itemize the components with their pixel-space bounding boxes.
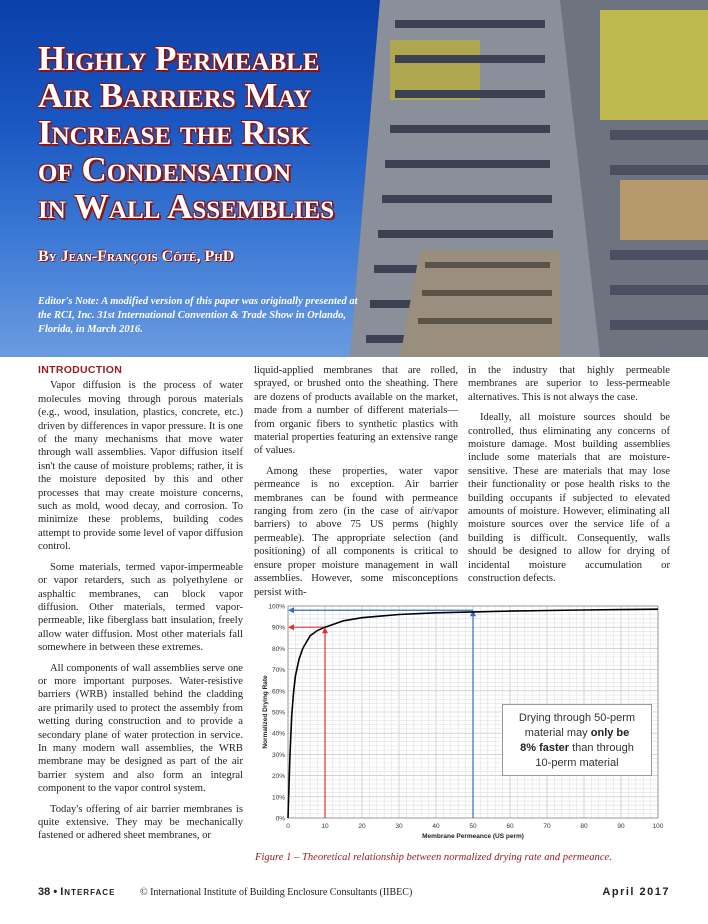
x-tick-label: 80 bbox=[580, 823, 588, 830]
x-axis-label: Membrane Permeance (US perm) bbox=[422, 833, 524, 840]
y-tick-label: 90% bbox=[271, 624, 285, 632]
y-tick-label: 60% bbox=[271, 688, 285, 696]
x-tick-label: 10 bbox=[321, 823, 329, 830]
figure-caption: Figure 1 – Theoretical relationship between normalized drying rate and permeance. bbox=[255, 852, 612, 863]
article-title bbox=[38, 40, 378, 225]
callout-emphasis: only be bbox=[590, 727, 630, 739]
marker-arrowhead bbox=[288, 607, 294, 613]
column-3 bbox=[468, 364, 670, 593]
y-tick-label: 100% bbox=[268, 603, 285, 611]
paragraph: Today's offering of air barrier membranes is quite extensive. They may be mechanically fastened or adhered sheet membranes, or bbox=[38, 803, 243, 842]
callout-text: material may bbox=[524, 727, 591, 739]
x-tick-label: 70 bbox=[543, 823, 551, 830]
issue-date: April 2017 bbox=[602, 886, 670, 898]
magazine-name: Interface bbox=[60, 886, 116, 898]
callout-text: 10-perm material bbox=[535, 757, 619, 769]
x-tick-label: 0 bbox=[286, 823, 290, 830]
callout-text: Drying through 50-perm bbox=[518, 712, 636, 724]
section-heading: INTRODUCTION bbox=[38, 364, 123, 376]
title-line: Increase the Risk bbox=[38, 113, 310, 152]
y-tick-label: 20% bbox=[271, 773, 285, 781]
x-tick-label: 60 bbox=[506, 823, 514, 830]
byline: By Jean-François Côté, PhD bbox=[38, 248, 235, 265]
figure-1-chart bbox=[258, 598, 668, 850]
page-number-block bbox=[38, 886, 115, 898]
y-tick-label: 0% bbox=[275, 815, 285, 823]
paragraph: Vapor diffusion is the process of water molecules moving through porous materials (e.g., wood, insulation, plastics, concrete, etc.) driven by differences in vapor pressure. It is one of the many mechanisms that move water through wall assemblies. Vapor diffusion itself isn't the cause of moisture problems; rather, it is the moisture deposited by this and other processes that may create moisture concerns, such as mold, wood decay, and corrosion. To minimize these problems, building codes attempt to provide some level of vapor diffusion control. bbox=[38, 380, 243, 553]
editor-note: Editor's Note: A modified version of this paper was originally presented at the RCI, Inc. 31st International Convention & Trade Show in Orlando, Florida, in March 2016. bbox=[38, 296, 358, 335]
y-tick-label: 40% bbox=[271, 730, 285, 738]
x-tick-label: 100 bbox=[652, 823, 664, 830]
callout-emphasis: 8% faster bbox=[520, 742, 570, 754]
y-tick-label: 30% bbox=[271, 751, 285, 759]
paragraph: Some materials, termed vapor-impermeable or vapor retarders, such as polyethylene or asphaltic membranes, can block vapor diffusion. Other materials, termed vapor-permeable, like fiberglass batt insulation, freely allow water diffusion. Most other materials fall somewhere in between these extremes. bbox=[38, 561, 243, 654]
y-tick-label: 10% bbox=[271, 794, 285, 802]
y-tick-label: 50% bbox=[271, 709, 285, 717]
x-tick-label: 90 bbox=[617, 823, 625, 830]
x-tick-label: 30 bbox=[395, 823, 403, 830]
title-line: Air Barriers May bbox=[38, 76, 312, 115]
callout-text: than through bbox=[569, 742, 634, 754]
marker-arrowhead bbox=[288, 624, 294, 630]
paragraph: Ideally, all moisture sources should be controlled, thus eliminating any concerns of moisture damage. Most building assemblies include some materials that are moisture-sensitive. These are materials that may lose their functionality or pose health risks to the building occupants if subjected to elevated amounts of moisture. However, eliminating all moisture sources over the service life of a building is difficult. Consequently, walls should be designed to allow for drying of incidental moisture accumulation or construction defects. bbox=[468, 412, 670, 585]
x-tick-label: 20 bbox=[358, 823, 366, 830]
page-number: 38 bbox=[38, 886, 51, 898]
x-tick-label: 50 bbox=[469, 823, 477, 830]
y-tick-label: 80% bbox=[271, 645, 285, 653]
copyright: © International Institute of Building Enclosure Consultants (IIBEC) bbox=[140, 887, 413, 898]
title-line: Highly Permeable bbox=[38, 39, 320, 78]
paragraph: liquid-applied membranes that are rolled, sprayed, or brushed onto the sheathing. There are dozens of products available on the market, made from a number of different materials—from organic fibers to synthetic plastics with material properties featuring an extensive range of values. bbox=[254, 365, 458, 457]
chart-callout bbox=[502, 704, 652, 776]
column-1 bbox=[38, 364, 243, 850]
paragraph: Among these properties, water vapor permeance is no exception. Air barrier membranes can be found with permeance ranging from zero (in the case of air/vapor barriers) to above 75 US perms (highly permeable). The appropriate selection (and positioning) of all components is critical to ensure proper moisture management in wall assemblies. However, some misconceptions persist with- bbox=[254, 465, 458, 598]
bullet: • bbox=[53, 886, 61, 898]
paragraph: in the industry that highly permeable membranes are superior to less-permeable alternatives. This is not always the case. bbox=[468, 365, 670, 403]
page-footer bbox=[0, 886, 708, 906]
title-line: of Condensation bbox=[38, 150, 292, 189]
paragraph: All components of wall assemblies serve one or more important purposes. Water-resistive barriers (WRB) installed behind the cladding are primarily used to protect the assembly from wetting during construction and to provide a secondary plane of water protection in service. In many modern wall assemblies, the WRB membrane may be designed as part of the air barrier system and also form an integral component to the vapor control system. bbox=[38, 662, 243, 795]
y-axis-label: Normalized Drying Rate bbox=[262, 675, 269, 749]
hero-image bbox=[0, 0, 708, 357]
column-2 bbox=[254, 364, 458, 606]
y-tick-label: 70% bbox=[271, 667, 285, 675]
title-line: in Wall Assemblies bbox=[38, 187, 335, 226]
x-tick-label: 40 bbox=[432, 823, 440, 830]
